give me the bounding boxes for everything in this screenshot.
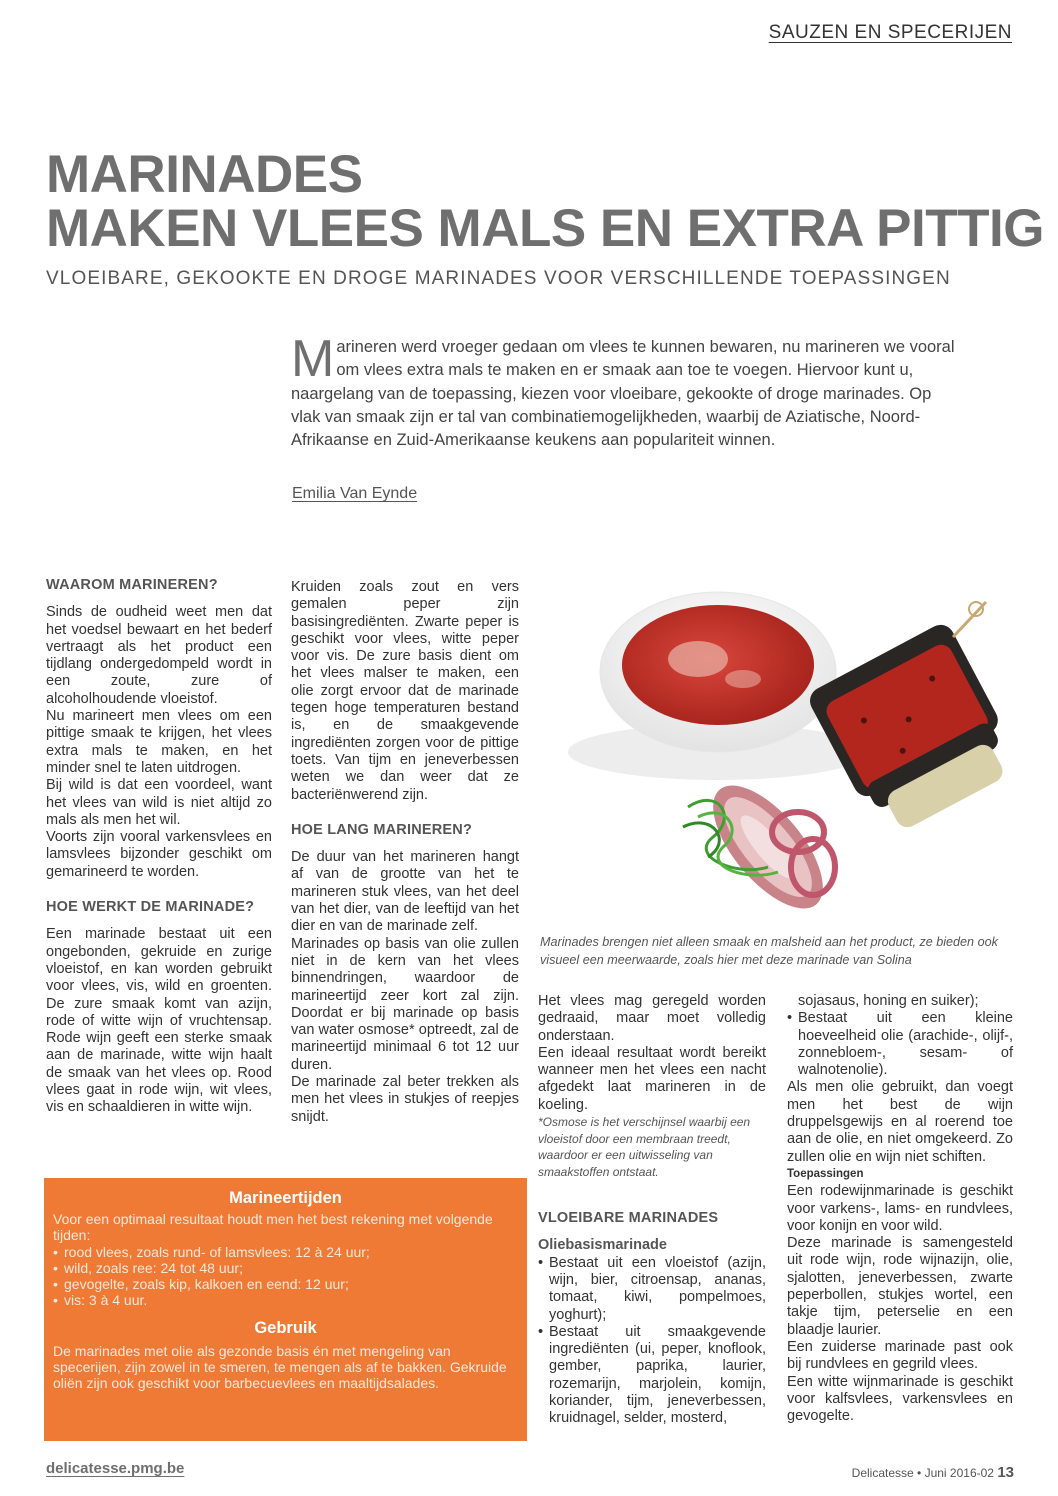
- paragraph: Een witte wijnmarinade is geschikt voor kalfsvlees, varkensvlees en gevogelte.: [787, 1373, 1013, 1425]
- paragraph: Een ideaal resultaat wordt bereikt wanneer men het vlees een nacht afgedekt laat marineren in de koeling.: [538, 1044, 766, 1113]
- paragraph: Als men olie gebruikt, dan voegt men het best de wijn druppelsgewijs en al roerend toe aan de olie, en niet omgekeerd. Zo zullen olie en wijn niet schiften.: [787, 1079, 1013, 1165]
- title-line-2: MAKEN VLEES MALS EN EXTRA PITTIG: [46, 199, 1044, 258]
- paragraph: Marinades op basis van olie zullen niet in de kern van het vlees binnendringen, waardoor de marineertijd zeer kort zal zijn. Doordat er bij marinade op basis van water osmose* optreedt, zal de marineertijd minimaal 6 tot 12 uur duren.: [291, 935, 519, 1073]
- box-gebruik-text: De marinades met olie als gezonde basis én met mengeling van specerijen, zijn zowel in te smeren, te mengen als af te bakken. Gekruide oliën zijn ook geschikt voor barbecuevlees en maaltijdsalades.: [53, 1342, 507, 1392]
- title-line-1: MARINADES: [46, 145, 363, 204]
- box-title-marineertijden: Marineertijden: [229, 1189, 342, 1207]
- paragraph: Een rodewijnmarinade is geschikt voor varkens-, lams- en rundvlees, voor konijn en voor wild.: [787, 1183, 1013, 1234]
- paragraph: Kruiden zoals zout en vers gemalen peper zijn basisingrediënten. Zwarte peper is geschikt voor vlees, witte peper voor vis. De zure basis dient om het vlees malser te maken, een olie zorgt ervoor dat de marinade tegen hoge temperaturen bestand is, en de smaakgevende ingrediënten zorgen voor de pittige toets. Van tijm en jeneverbessen weten we dan weer dat ze bacteriënwerend zijn.: [291, 579, 519, 803]
- heading-werkt: HOE WERKT DE MARINADE?: [46, 899, 255, 916]
- paragraph: Sinds de oudheid weet men dat het voedsel bewaart en het bederf vertraagt als het product een tijdlang ondergedompeld wordt in een zoute, zure of alcoholhoudende vloeistof.: [46, 604, 272, 707]
- list-item: • Bestaat uit een kleine hoeveelheid olie (arachide-, olijf-, zonnebloem-, sesam- of walnotenolie).: [787, 1010, 1013, 1079]
- paragraph: De duur van het marineren hangt af van de grootte van het te marineren stuk vlees, van het deel van het dier, van de leeftijd van het dier en van de marinade zelf.: [291, 849, 519, 935]
- list-item: • rood vlees, zoals rund- of lamsvlees: 12 à 24 uur;: [53, 1244, 518, 1260]
- list-item: • wild, zoals ree: 24 tot 48 uur;: [53, 1260, 518, 1276]
- ingredient-list: [538, 1255, 766, 1428]
- list-item: • vis: 3 à 4 uur.: [53, 1292, 518, 1308]
- heading-waarom: WAAROM MARINEREN?: [46, 577, 218, 593]
- paragraph: De marinade zal beter trekken als men het vlees in stukjes of reepjes snijdt.: [291, 1074, 519, 1125]
- osmose-note: *Osmose is het verschijnsel waarbij een vloeistof door een membraan treedt, waardoor er een uitwisseling van smaakstoffen ontstaat.: [538, 1115, 751, 1179]
- intro-paragraph: [291, 330, 961, 452]
- paragraph: Een zuiderse marinade past ook bij rundvlees en gegrild vlees.: [787, 1338, 1013, 1373]
- page-number: 13: [997, 1464, 1014, 1481]
- article-title: [46, 145, 1044, 258]
- paragraph: Voorts zijn vooral varkensvlees en lamsvlees bijzonder geschikt om gemarineerd te worden.: [46, 829, 272, 880]
- paragraph: Een marinade bestaat uit een ongebonden, gekruide en zurige vloeistof, en kan worden gebruikt voor vlees, vis, wild en groenten. De zure smaak komt van azijn, rode of witte wijn of vruchtensap. Rode wijn geeft een sterke smaak aan de marinade, witte wijn haalt de smaak van het vlees op. Rood vlees gaat in rode wijn, wit vlees, vis en schaaldieren in witte wijn.: [46, 926, 272, 1116]
- time-list: [44, 1244, 527, 1309]
- intro-text: arineren werd vroeger gedaan om vlees te kunnen bewaren, nu marineren we vooral om vlees extra mals te maken en er smaak aan toe te voegen. Hiervoor kunt u, naargelang van de toepassing, kiezen voor vloeibare, gekookte of droge marinades. Op vlak van smaak zijn er tal van combinatiemogelijkheden, waarbij de Aziatische, Noord-Afrikaanse en Zuid-Amerikaanse keukens aan populariteit winnen.: [291, 338, 955, 450]
- box-title-gebruik: Gebruik: [254, 1318, 317, 1337]
- column-1: [46, 577, 272, 1117]
- info-box: [44, 1178, 527, 1441]
- footer-website-link[interactable]: delicatesse.pmg.be: [46, 1460, 185, 1477]
- paragraph: Het vlees mag geregeld worden gedraaid, maar moet volledig onderstaan.: [538, 993, 766, 1044]
- list-continuation: sojasaus, honing en suiker);: [798, 993, 979, 1009]
- subheading-toepassingen: Toepassingen: [787, 1167, 864, 1180]
- list-item: • gevogelte, zoals kip, kalkoen en eend: 12 uur;: [53, 1276, 518, 1292]
- column-2: [291, 579, 519, 1126]
- heading-vloeibare: VLOEIBARE MARINADES: [538, 1210, 719, 1227]
- subheading-oliebasis: Oliebasismarinade: [538, 1237, 667, 1254]
- paragraph: Nu marineert men vlees om een pittige smaak te krijgen, het vlees extra mals te maken, en het minder snel te laten uitdrogen.: [46, 708, 272, 776]
- section-tag: SAUZEN EN SPECERIJEN: [768, 22, 1012, 43]
- author-byline: Emilia Van Eynde: [292, 485, 418, 502]
- article-subtitle: VLOEIBARE, GEKOOKTE EN DROGE MARINADES VOOR VERSCHILLENDE TOEPASSINGEN: [46, 268, 951, 289]
- photo-caption: Marinades brengen niet alleen smaak en malsheid aan het product, ze bieden ook visueel een meerwaarde, zoals hier met deze marinade van Solina: [540, 935, 998, 967]
- box-intro: Voor een optimaal resultaat houdt men het best rekening met volgende tijden:: [53, 1211, 493, 1244]
- marinade-illustration: [538, 577, 1013, 927]
- footer-issue: [852, 1464, 1014, 1481]
- marinade-photo: [538, 577, 1013, 927]
- column-4: [787, 993, 1013, 1425]
- paragraph: Bij wild is dat een voordeel, want het vlees van wild is niet altijd zo mals als men het wil.: [46, 777, 272, 828]
- heading-lang: HOE LANG MARINEREN?: [291, 821, 473, 838]
- ingredient-list-cont: [787, 1010, 1013, 1079]
- list-item: • Bestaat uit een vloeistof (azijn, wijn, bier, citroensap, ananas, tomaat, kiwi, pompelmoes, yoghurt);: [538, 1255, 766, 1324]
- list-item: • Bestaat uit smaakgevende ingrediënten (ui, peper, knoflook, gember, paprika, laurier, rozemarijn, marjolein, komijn, koriander, tijm, jeneverbessen, kruidnagel, selder, mosterd,: [538, 1324, 766, 1428]
- drop-cap: M: [291, 330, 335, 388]
- paragraph: Deze marinade is samengesteld uit rode wijn, rode wijnazijn, olie, sjalotten, jeneverbessen, zwarte peperbollen, stukjes wortel, een takje tijm, peterselie en een blaadje laurier.: [787, 1235, 1013, 1338]
- issue-label: Delicatesse • Juni 2016-02: [851, 1466, 994, 1480]
- column-3: [538, 993, 766, 1428]
